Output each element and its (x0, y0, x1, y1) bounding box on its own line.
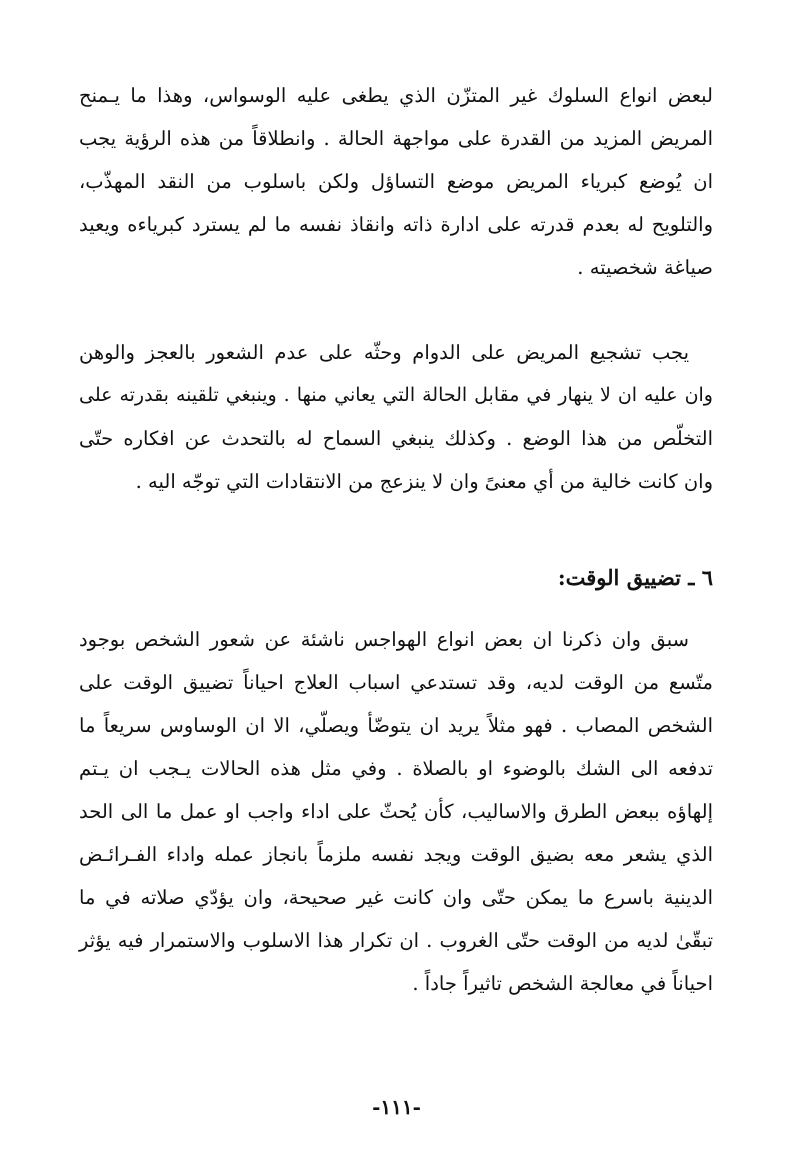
text-line: صياغة شخصيته . (577, 256, 713, 279)
text-line: الدينية باسرع ما يمكن حتّى وان كانت غير صحيحة، وان يؤدّي صلاته في ما (79, 886, 713, 909)
paragraph-2 (79, 331, 713, 503)
page-number: -١١١- (372, 1095, 421, 1119)
text-line: الشخص المصاب . فهو مثلاً يريد ان يتوضّأ ويصلّي، الا ان الوساوس سريعاً ما (79, 714, 713, 737)
text-line: سبق وان ذكرنا ان بعض انواع الهواجس ناشئة عن شعور الشخص بوجود (79, 628, 689, 651)
text-line: يجب تشجيع المريض على الدوام وحثّه على عدم الشعور بالعجز والوهن (79, 341, 689, 364)
text-line: المريض المزيد من القدرة على مواجهة الحالة . وانطلاقاً من هذه الرؤية يجب (79, 127, 713, 150)
text-line: تدفعه الى الشك بالوضوء او بالصلاة . وفي مثل هذه الحالات يـجب ان يـتم (79, 757, 713, 780)
paragraph-1 (79, 74, 713, 289)
text-line: تبقّىٰ لديه من الوقت حتّى الغروب . ان تكرار هذا الاسلوب والاستمرار فيه يؤثر (79, 929, 713, 952)
text-line: إلهاؤه ببعض الطرق والاساليب، كأن يُحثّ على اداء واجب او عمل ما الى الحد (79, 800, 713, 823)
text-line: الذي يشعر معه بضيق الوقت ويجد نفسه ملزماً بانجاز عمله واداء الفـرائـض (79, 843, 713, 866)
text-line: متّسع من الوقت لديه، وقد تستدعي اسباب العلاج احياناً تضييق الوقت على (79, 671, 713, 694)
section-heading: ٦ ـ تضييق الوقت: (557, 565, 713, 590)
text-line: احياناً في معالجة الشخص تاثيراً جاداً . (412, 972, 713, 995)
text-line: وان كانت خالية من أي معنىً وان لا ينزعج من الانتقادات التي توجّه اليه . (135, 470, 713, 493)
text-line: لبعض انواع السلوك غير المتزّن الذي يطغى عليه الوسواس، وهذا ما يـمنح (79, 84, 713, 107)
text-line: ان يُوضع كبرياء المريض موضع التساؤل ولكن باسلوب من النقد المهذّب، (79, 170, 713, 193)
text-line: وان عليه ان لا ينهار في مقابل الحالة التي يعاني منها . وينبغي تلقينه بقدرته على (79, 384, 713, 406)
section-paragraph (79, 618, 713, 1005)
text-line: التخلّص من هذا الوضع . وكذلك ينبغي السماح له بالتحدث عن افكاره حتّى (79, 427, 713, 450)
text-line: والتلويح له بعدم قدرته على ادارة ذاته وانقاذ نفسه ما لم يسترد كبرياءه ويعيد (79, 213, 713, 236)
